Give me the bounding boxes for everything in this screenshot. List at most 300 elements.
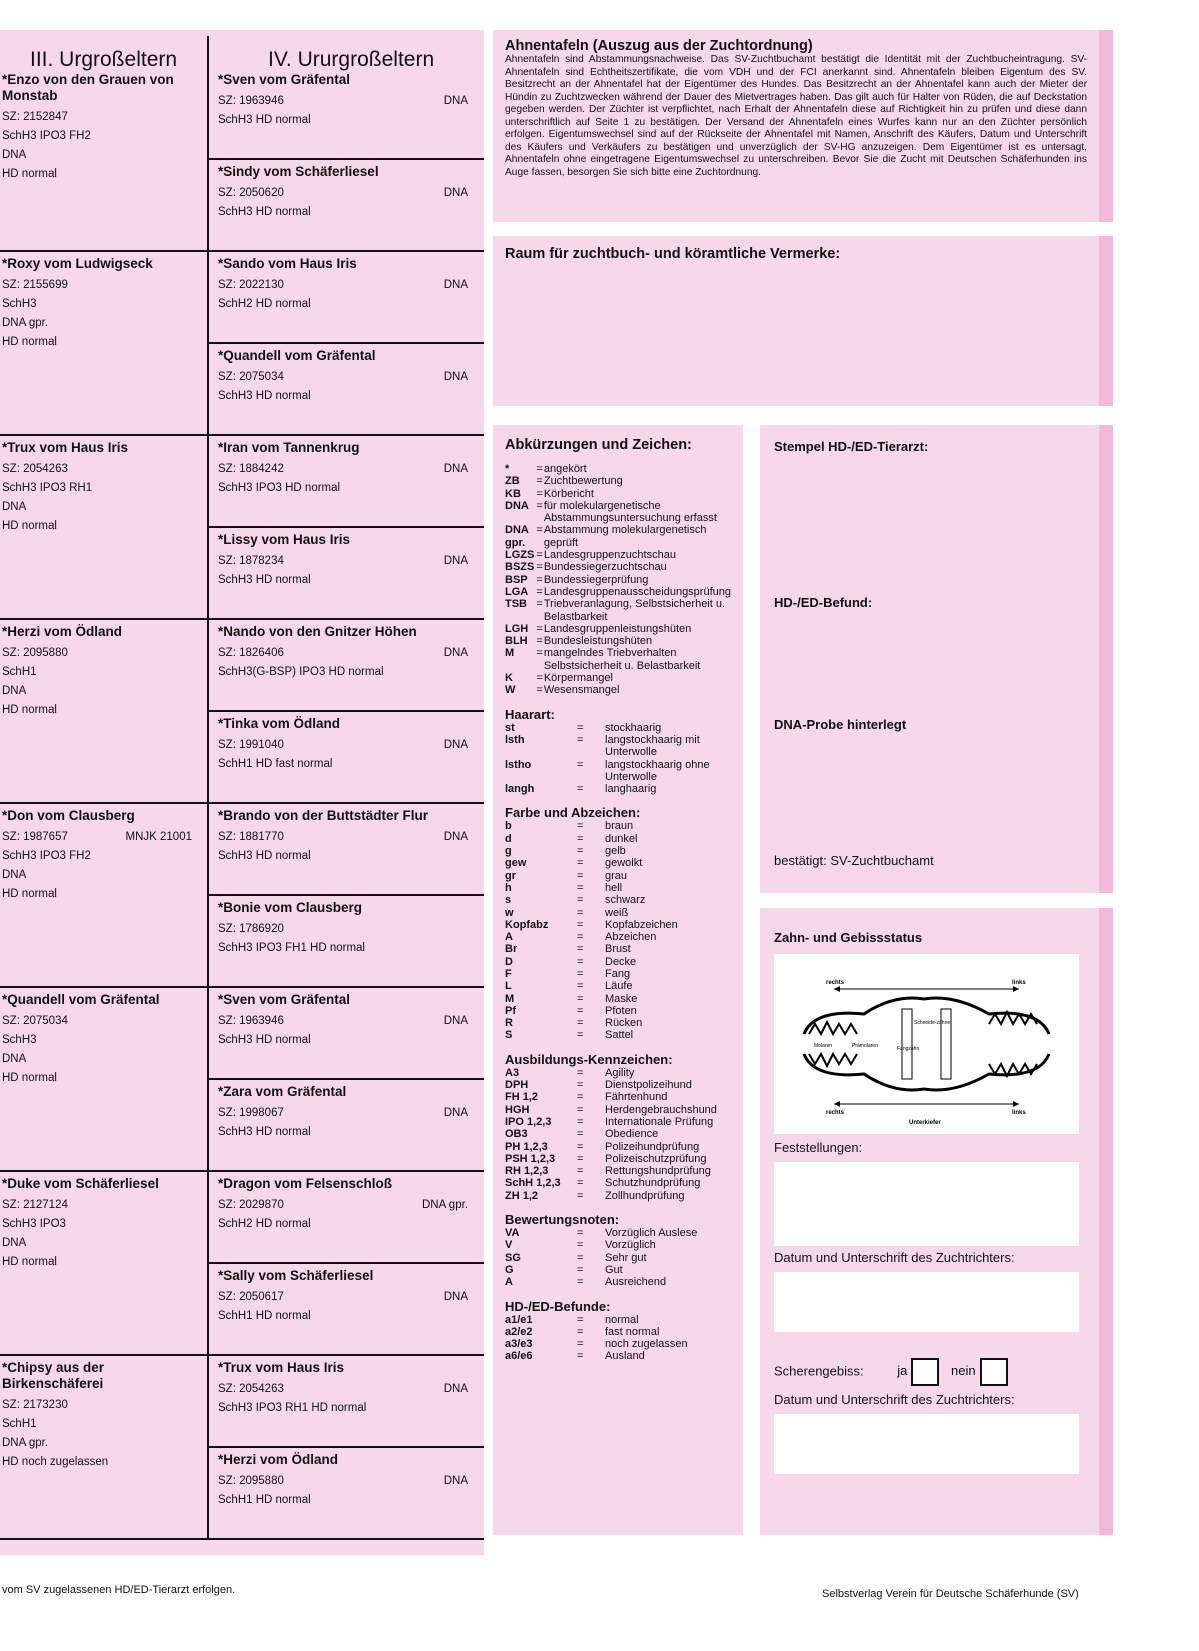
abbr-eq: =: [577, 1017, 584, 1030]
col4-dog: [218, 624, 468, 682]
abbreviations-title: Abkürzungen und Zeichen:: [505, 437, 692, 453]
abbr-row: [505, 598, 731, 623]
abbr-eq: =: [577, 906, 584, 919]
dog-name: *Sally vom Schäferliesel: [218, 1268, 374, 1283]
abbr-value: Pfoten: [605, 1004, 637, 1017]
ahnentafeln-text: Ahnentafeln sind Abstammungsnachweise. Das SV-Zuchtbuchamt bestätigt die Identität mit der Zuchtbucheintragung. SV-Ahnentafeln sind Echtheitszertifikate, die vom VDH und der FCI anerkannt sind. Ahnentafeln bleiben Eigentum des SV. Besitzrecht an der Ahnentafel hat der Eigentümer des Hundes. Das Besitzrecht an der Ahnentafel kann auch der Mieter der Hündin zu Zuchtzwecken während der Dauer des Mietvertrages haben. Das gilt auch für Halter von Rüden, die auf Deckstation gegeben werden. Der Züchter ist verpflichtet, nach Erhalt der Ahnentafeln diese auf Richtigkeit hin zu prüfen und diese dann unterschriftlich auf Seite 1 zu bestätigen. Der Versand der Ahnentafeln eines Wurfes kann nur an den Züchter persönlich erfolgen. Eigentumswechsel sind auf der Rückseite der Ahnentafel mit Namen, Anschrift des Käufers, Datum und Unterschrift des Käufers und Verkäufers zu bestätigen und unverzüglich der SV-HG anzuzeigen. Dem Eigentümer ist es untersagt, Ahnentafeln ohne eingetragene Eigentumswechsel zu unterschreiben. Bevor Sie die Zucht mit Deutschen Schäferhunden ins Auge fassen, besorgen Sie sich bitte eine Zuchtordnung.: [505, 54, 1087, 178]
abbr-key: A: [505, 931, 513, 944]
abbr-row: [505, 586, 731, 598]
abbr-value: normal: [605, 1313, 639, 1326]
dog-line: HD noch zugelassen: [2, 1456, 109, 1468]
bewertung-title: Bewertungsnoten:: [505, 1212, 620, 1228]
abbr-value: Rücken: [605, 1017, 643, 1030]
dog-sz: SZ: 1878234: [218, 555, 284, 567]
footer-left: vom SV zugelassenen HD/ED-Tierarzt erfolgen.: [2, 1584, 236, 1596]
dog-line: SZ: 2173230: [2, 1399, 68, 1411]
abbr-value: Fang: [605, 967, 631, 980]
abbr-key: SchH 1,2,3: [505, 1177, 561, 1190]
dog-sz-row: [218, 736, 468, 755]
teeth-diagram: [774, 954, 1079, 1134]
dog-dna: DNA: [443, 371, 468, 383]
abbr-row: [505, 549, 731, 561]
abbr-row: [505, 722, 731, 734]
col4-dog: [218, 716, 468, 774]
sub-divider: [207, 1446, 484, 1448]
abbr-key: A: [505, 1276, 513, 1289]
dog-line: SchH3 IPO3 HD normal: [218, 482, 341, 494]
teeth-chart-icon: [774, 954, 1079, 1134]
dog-name: *Quandell vom Gräfental: [218, 348, 376, 363]
abbr-eq: =: [577, 1189, 584, 1202]
col4-dog: [218, 348, 468, 406]
abbr-eq: =: [577, 758, 584, 771]
abbr-key: KB: [505, 487, 521, 500]
abbr-row: [505, 857, 678, 869]
abbr-row: [505, 1276, 697, 1288]
row-divider: [0, 1538, 484, 1540]
abbr-eq: =: [536, 524, 543, 537]
raum-box: [493, 236, 1099, 406]
abbr-row: [505, 1005, 678, 1017]
abbr-key: M: [505, 647, 515, 660]
abbr-value: Gut: [605, 1263, 623, 1276]
col4-dog: [218, 1268, 468, 1326]
feststellungen-field[interactable]: [774, 1162, 1079, 1246]
abbr-row: [505, 980, 678, 992]
abbr-value: Zuchtbewertung: [543, 475, 623, 488]
abbr-eq: =: [536, 647, 543, 660]
abbr-eq: =: [577, 721, 584, 734]
abbr-key: DNA: [505, 499, 529, 512]
row-divider: [0, 802, 484, 804]
abbr-row: [505, 919, 678, 931]
abbr-key: Kopfabz: [505, 918, 549, 931]
diagram-praemolaren: Prämolaren: [852, 1043, 878, 1049]
dog-dna: DNA gpr.: [421, 1199, 468, 1211]
abbr-value: Landesgruppenzuchtschau: [543, 549, 676, 562]
abbr-eq: =: [536, 549, 543, 562]
abbr-key: K: [505, 672, 513, 685]
abbr-key: LGA: [505, 585, 529, 598]
abbr-eq: =: [577, 881, 584, 894]
abbr-eq: =: [577, 1263, 584, 1276]
raum-title: Raum für zuchtbuch- und köramtliche Vermerke:: [505, 246, 841, 262]
dog-line: SZ: 2095880: [2, 647, 68, 659]
abbr-value: Sattel: [605, 1029, 634, 1042]
abbr-row: [505, 500, 731, 525]
abbr-eq: =: [577, 943, 584, 956]
abbr-key: D: [505, 955, 513, 968]
abbr-eq: =: [577, 1115, 584, 1128]
abbr-value: Landesgruppenleistungshüten: [543, 622, 692, 635]
abbr-row: [505, 1326, 688, 1338]
abbr-value: Polizeischutzprüfung: [605, 1152, 707, 1165]
sub-divider: [207, 1262, 484, 1264]
dog-sz: SZ: 1786920: [218, 923, 284, 935]
row-divider: [0, 1170, 484, 1172]
abbr-eq: =: [577, 1165, 584, 1178]
sub-divider: [207, 1078, 484, 1080]
dog-sz: SZ: 1963946: [218, 95, 284, 107]
dog-line: SZ: 2155699: [2, 279, 68, 291]
dog-sz-row: [218, 1196, 468, 1215]
sub-divider: [207, 526, 484, 528]
abbr-row: [505, 1190, 717, 1202]
dog-line: SchH3 IPO3: [2, 1218, 66, 1230]
abbr-value: Herdengebrauchshund: [605, 1103, 717, 1116]
abbr-key: L: [505, 980, 512, 993]
dog-line: SchH3(G-BSP) IPO3 HD normal: [218, 666, 384, 678]
abbr-value: fast normal: [605, 1325, 660, 1338]
abbr-key: g: [505, 845, 512, 858]
dog-sz-row: [218, 276, 468, 295]
dog-sz-row: [218, 460, 468, 479]
dog-line: DNA: [2, 685, 27, 697]
abbr-eq: =: [577, 869, 584, 882]
dog-line: DNA: [2, 1053, 27, 1065]
col4-dog: [218, 440, 468, 498]
datum1-field[interactable]: [774, 1272, 1079, 1332]
abbr-eq: =: [577, 992, 584, 1005]
abbr-key: DNA gpr.: [505, 524, 529, 549]
abbr-value: Ausreichend: [605, 1276, 667, 1289]
dog-line: DNA gpr.: [2, 1437, 49, 1449]
abbr-row: [505, 943, 678, 955]
abbr-value: Fährtenhund: [605, 1091, 668, 1104]
ja-checkbox[interactable]: [911, 1358, 939, 1386]
abbr-key: W: [505, 684, 516, 697]
dog-name: *Quandell vom Gräfental: [2, 992, 160, 1007]
dog-name: *Sven vom Gräfental: [218, 992, 351, 1007]
abbr-key: A3: [505, 1066, 520, 1079]
abbr-eq: =: [577, 894, 584, 907]
abbr-key: s: [505, 894, 512, 907]
col3-dog: [2, 440, 192, 536]
dog-dna: DNA: [443, 1291, 468, 1303]
abbr-eq: =: [577, 1251, 584, 1264]
dog-name: *Sindy vom Schäferliesel: [218, 164, 379, 179]
abbr-key: w: [505, 906, 514, 919]
dog-line: SchH2 HD normal: [218, 1218, 311, 1230]
dog-sz: SZ: 2095880: [218, 1475, 284, 1487]
dog-name: *Trux vom Haus Iris: [218, 1360, 345, 1375]
abbr-eq: =: [577, 1227, 584, 1240]
dog-line: DNA: [2, 149, 27, 161]
dog-line: SchH3 HD normal: [218, 206, 311, 218]
abbr-row: [505, 759, 731, 784]
abbr-key: b: [505, 820, 512, 833]
dog-dna: DNA: [443, 463, 468, 475]
abbr-eq: =: [536, 585, 543, 598]
diagram-rechts-top: rechts: [826, 980, 845, 986]
dog-line: DNA: [2, 1237, 27, 1249]
dog-name: *Enzo von den Grauen von Monstab: [2, 72, 174, 103]
datum1-label: Datum und Unterschrift des Zuchtrichters:: [774, 1250, 1015, 1265]
dog-line: SchH3 HD normal: [218, 114, 311, 126]
abbr-row: [505, 1165, 717, 1177]
stempel-title: Stempel HD-/ED-Tierarzt:: [774, 439, 929, 454]
abbr-row: [505, 968, 678, 980]
col4-dog: [218, 1360, 468, 1418]
dog-line: SchH3 HD normal: [218, 850, 311, 862]
abbr-key: RH 1,2,3: [505, 1165, 549, 1178]
abbr-row: [505, 993, 678, 1005]
farbe-title: Farbe und Abzeichen:: [505, 805, 641, 821]
col4-dog: [218, 1084, 468, 1142]
abbr-key: lsth: [505, 733, 525, 746]
abbr-eq: =: [577, 980, 584, 993]
dog-name: *Bonie vom Clausberg: [218, 900, 363, 915]
abbr-value: grau: [605, 869, 628, 882]
abbr-value: Ausland: [605, 1350, 645, 1363]
abbr-value: noch zugelassen: [605, 1338, 688, 1351]
abbreviations-box: [493, 425, 743, 1535]
abbr-row: [505, 1017, 678, 1029]
bestaetigt-label: bestätigt: SV-Zuchtbuchamt: [774, 853, 934, 868]
abbr-key: Pf: [505, 1004, 516, 1017]
abbr-eq: =: [577, 1103, 584, 1116]
col3-header: III. Urgroßeltern: [30, 48, 178, 71]
abbr-eq: =: [577, 733, 584, 746]
abbr-row: [505, 833, 678, 845]
diagram-links-top: links: [1012, 980, 1026, 986]
abbr-key: a3/e3: [505, 1338, 533, 1351]
dog-name: *Herzi vom Ödland: [2, 624, 123, 639]
abbr-eq: =: [536, 672, 543, 685]
abbr-key: ZB: [505, 475, 520, 488]
dog-name: *Sven vom Gräfental: [218, 72, 351, 87]
col3-dog: [2, 808, 192, 904]
abbr-key: h: [505, 881, 512, 894]
befund-label: HD-/ED-Befund:: [774, 595, 873, 610]
col4-dog: [218, 532, 468, 590]
dog-dna: DNA: [443, 1475, 468, 1487]
row-divider: [0, 986, 484, 988]
dog-name: *Sando vom Haus Iris: [218, 256, 357, 271]
col4-header: IV. Ururgroßeltern: [268, 48, 435, 71]
abbr-row: [505, 1091, 717, 1103]
dog-line: SchH1 HD normal: [218, 1310, 311, 1322]
abbr-key: LGZS: [505, 549, 535, 562]
abbr-value: Körbericht: [543, 487, 594, 500]
dog-sz-row: [218, 920, 468, 939]
stempel-box: [760, 425, 1099, 893]
dog-name: *Chipsy aus der Birkenschäferei: [2, 1360, 105, 1391]
dog-sz: SZ: 2050620: [218, 187, 284, 199]
dog-line: SchH1 HD normal: [218, 1494, 311, 1506]
abbr-eq: =: [536, 499, 543, 512]
abbr-row: [505, 870, 678, 882]
abbr-value: Bundesleistungshüten: [543, 635, 653, 648]
abbr-eq: =: [577, 1079, 584, 1092]
abbr-key: d: [505, 832, 512, 845]
abbr-eq: =: [577, 918, 584, 931]
abbr-row: [505, 475, 731, 487]
diagram-rechts-bottom: rechts: [826, 1110, 845, 1116]
abbr-value: gelb: [605, 845, 626, 858]
dog-sz: SZ: 1884242: [218, 463, 284, 475]
abbr-eq: =: [577, 955, 584, 968]
abbr-row: [505, 1177, 717, 1189]
dog-sz-row: [218, 1472, 468, 1491]
abbr-eq: =: [577, 1152, 584, 1165]
abbr-value: Vorzüglich Auslese: [605, 1227, 698, 1240]
abbr-eq: =: [577, 1140, 584, 1153]
abbr-value: Obedience: [605, 1128, 659, 1141]
diagram-links-bottom: links: [1012, 1110, 1026, 1116]
abbr-value: Sehr gut: [605, 1251, 647, 1264]
abbr-eq: =: [577, 1276, 584, 1289]
dog-dna: DNA: [443, 739, 468, 751]
abbr-key: Br: [505, 943, 518, 956]
footer-right: Selbstverlag Verein für Deutsche Schäferhunde (SV): [822, 1588, 1079, 1600]
dog-line: SZ: 2075034: [2, 1015, 68, 1027]
dog-line: SchH3 HD normal: [218, 574, 311, 586]
dog-sz: SZ: 1826406: [218, 647, 284, 659]
dog-line: HD normal: [2, 168, 57, 180]
dog-sz-row: [218, 1288, 468, 1307]
abbr-key: V: [505, 1239, 513, 1252]
abbr-eq: =: [577, 1066, 584, 1079]
col4-dog: [218, 1452, 468, 1510]
datum2-label: Datum und Unterschrift des Zuchtrichters:: [774, 1392, 1015, 1407]
abbr-row: [505, 1104, 717, 1116]
abbr-row: [505, 1314, 688, 1326]
diagram-fangzahn: Fangzahn: [897, 1046, 920, 1052]
abbr-eq: =: [577, 1091, 584, 1104]
abbr-row: [505, 647, 731, 672]
dog-sz-row: [218, 184, 468, 203]
dog-name: *Dragon vom Felsenschloß: [218, 1176, 393, 1191]
abbr-value: Abstammung molekulargenetisch geprüft: [543, 524, 707, 549]
dog-line: SchH2 HD normal: [218, 298, 311, 310]
abbr-eq: =: [577, 845, 584, 858]
abbr-eq: =: [536, 475, 543, 488]
feststellungen-label: Feststellungen:: [774, 1140, 863, 1155]
abbr-row: [505, 820, 678, 832]
dog-line: SchH3: [2, 1034, 37, 1046]
dog-sz: SZ: 2050617: [218, 1291, 284, 1303]
dog-line: SchH3 IPO3 RH1 HD normal: [218, 1402, 367, 1414]
abbr-eq: =: [536, 635, 543, 648]
abbr-key: DPH: [505, 1079, 529, 1092]
dog-line: SchH3 HD normal: [218, 390, 311, 402]
row-divider: [0, 250, 484, 252]
dog-name: *Tinka vom Ödland: [218, 716, 341, 731]
abbr-value: Vorzüglich: [605, 1239, 656, 1252]
nein-checkbox[interactable]: [980, 1358, 1008, 1386]
dog-name: *Don vom Clausberg: [2, 808, 135, 823]
dog-line: DNA gpr.: [2, 317, 49, 329]
abbr-value: angekört: [543, 463, 587, 475]
abbr-value: braun: [605, 820, 634, 833]
hd-table: [505, 1314, 688, 1363]
dog-sz: SZ: 1998067: [218, 1107, 284, 1119]
abbr-row: [505, 931, 678, 943]
abbr-value: Bundessiegerprüfung: [543, 573, 649, 586]
abbr-row: [505, 1141, 717, 1153]
ahnentafeln-title: Ahnentafeln (Auszug aus der Zuchtordnung): [505, 38, 813, 54]
dog-line: HD normal: [2, 1256, 57, 1268]
dog-name: *Zara vom Gräfental: [218, 1084, 347, 1099]
abbr-eq: =: [577, 1029, 584, 1042]
abbr-value: Decke: [605, 955, 637, 968]
dog-dna: DNA: [443, 1107, 468, 1119]
ausbildung-table: [505, 1067, 717, 1202]
abbr-row: [505, 1338, 688, 1350]
abbr-value: für molekulargenetische Abstammungsuntersuchung erfasst: [543, 499, 717, 525]
dog-dna: DNA: [443, 1383, 468, 1395]
abbr-value: Dienstpolizeihund: [605, 1079, 692, 1092]
dog-sz-row: [218, 644, 468, 663]
abbr-value: Polizeihundprüfung: [605, 1140, 700, 1153]
hd-title: HD-/ED-Befunde:: [505, 1298, 611, 1314]
abbr-value: mangelndes Triebverhalten Selbstsicherheit u. Belastbarkeit: [543, 647, 701, 672]
abbr-key: FH 1,2: [505, 1091, 539, 1104]
abbr-key: gr: [505, 869, 516, 882]
abbr-key: BSP: [505, 573, 528, 586]
abbr-value: langstockhaarig ohne Unterwolle: [605, 758, 710, 783]
abbr-value: Abzeichen: [605, 931, 657, 944]
dog-line: SchH3 HD normal: [218, 1034, 311, 1046]
nein-label: nein: [951, 1363, 976, 1379]
datum2-field[interactable]: [774, 1414, 1079, 1474]
column-divider: [207, 36, 209, 1540]
abbr-row: [505, 1227, 697, 1239]
dog-name: *Trux vom Haus Iris: [2, 440, 129, 455]
abbr-value: Bundessiegerzuchtschau: [543, 561, 667, 574]
dog-line: SchH3 IPO3 FH1 HD normal: [218, 942, 365, 954]
abbr-row: [505, 845, 678, 857]
abbr-eq: =: [577, 820, 584, 833]
abbr-row: [505, 1239, 697, 1251]
haarart-title: Haarart:: [505, 706, 555, 722]
dog-line: SchH3 IPO3 RH1: [2, 482, 93, 494]
abbr-eq: =: [577, 832, 584, 845]
abbr-value: langstockhaarig mit Unterwolle: [605, 733, 700, 759]
dog-dna: DNA: [443, 279, 468, 291]
diagram-schneidezaehne: Schneide-zähne: [914, 1020, 951, 1026]
abbr-key: PH 1,2,3: [505, 1140, 548, 1153]
dog-line: SchH1: [2, 1418, 37, 1430]
abbr-key: LGH: [505, 622, 529, 635]
ja-label: ja: [897, 1363, 908, 1379]
abbr-value: hell: [605, 881, 623, 894]
abbr-key: R: [505, 1017, 513, 1030]
abbr-key: IPO 1,2,3: [505, 1115, 552, 1128]
dog-sz-row: [218, 368, 468, 387]
dog-sz-row: [218, 1104, 468, 1123]
abbr-key: F: [505, 967, 512, 980]
dog-name: *Herzi vom Ödland: [218, 1452, 339, 1467]
dog-sz: SZ: 1991040: [218, 739, 284, 751]
abbr-value: Schutzhundprüfung: [605, 1177, 701, 1190]
dog-sz-row: [218, 92, 468, 111]
abbr-value: Läufe: [605, 980, 633, 993]
dog-line: SchH3 IPO3 FH2: [2, 130, 91, 142]
col4-dog: [218, 256, 468, 314]
dog-sz: SZ: 2054263: [218, 1383, 284, 1395]
abbr-key: BLH: [505, 635, 528, 648]
dog-sz: SZ: 2029870: [218, 1199, 284, 1211]
abbr-row: [505, 1116, 717, 1128]
dog-name: *Nando von den Gnitzer Höhen: [218, 624, 417, 639]
abbr-value: stockhaarig: [605, 721, 662, 734]
row-divider: [0, 434, 484, 436]
bewertung-table: [505, 1227, 697, 1288]
dog-sz-row: [218, 552, 468, 571]
dog-name: *Iran vom Tannenkrug: [218, 440, 360, 455]
